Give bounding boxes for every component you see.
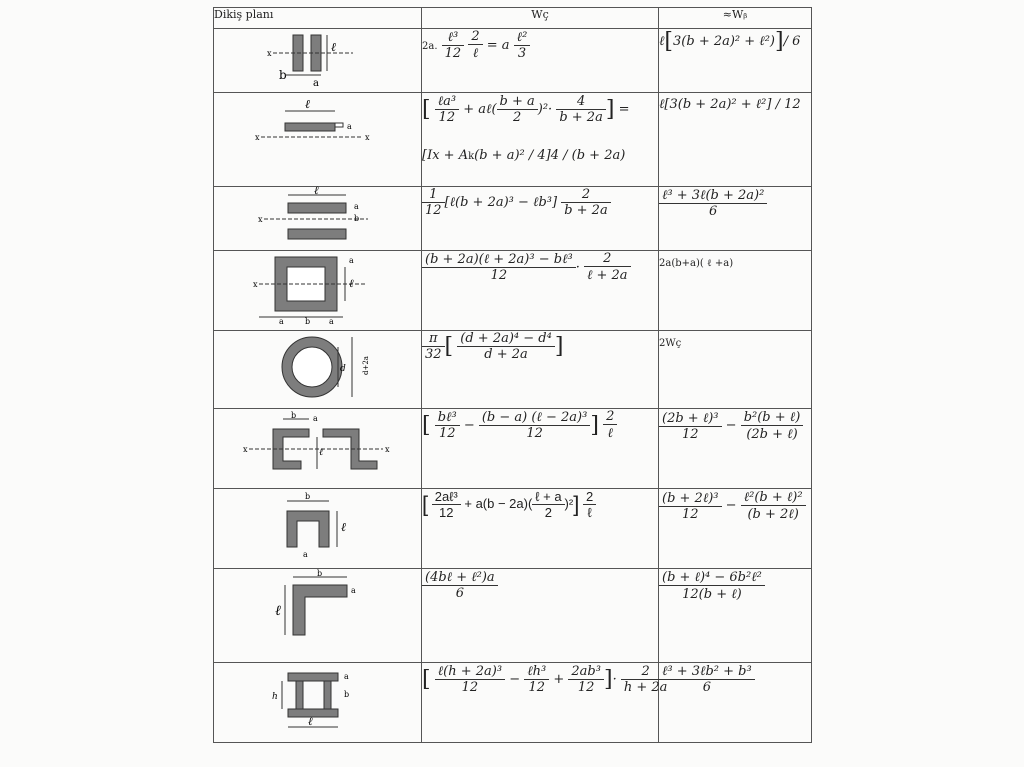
table-row xyxy=(214,663,812,743)
table-row xyxy=(214,489,812,569)
dim-h-label: h xyxy=(271,692,278,702)
dim-b-label: b xyxy=(278,68,287,82)
svg-text:a: a xyxy=(350,586,356,595)
svg-text:a: a xyxy=(278,317,284,326)
svg-text:a: a xyxy=(353,202,359,211)
weld-figure-9 xyxy=(214,663,422,743)
header-weld-plan: Dikiş planı xyxy=(214,8,422,29)
table-row xyxy=(214,93,812,187)
dim-d-label: d xyxy=(339,364,346,374)
dim-a-label: a xyxy=(312,78,319,89)
formula-wb-9: $\frac{\text{ℓ³ + 3ℓb² + b³}}{6}$ xyxy=(659,663,812,743)
svg-text:a: a xyxy=(312,414,318,423)
table-header-row xyxy=(214,8,812,29)
weld-formula-table xyxy=(213,7,812,743)
formula-wb-5: 2Wç xyxy=(659,331,812,409)
svg-text:x: x xyxy=(252,280,258,289)
table-row xyxy=(214,251,812,331)
formula-we-6: [ $\frac{\text{bℓ³}}{12}$ − $\frac{\text{(b − a) (ℓ − 2a)³}}{12}$ ] $\frac{2}{\text{ℓ}}$ xyxy=(422,409,659,489)
weld-figure-5 xyxy=(214,331,422,409)
weld-figure-6 xyxy=(214,409,422,489)
svg-text:ℓ: ℓ xyxy=(274,603,281,619)
formula-we-3: $\frac{1}{12}$ [ℓ(b + 2a)³ − ℓb³] $\frac{2}{b + 2a}$ xyxy=(422,187,659,251)
formula-wb-4: 2a(b+a)( ℓ +a) xyxy=(659,251,812,331)
dim-l-label: ℓ xyxy=(330,40,336,54)
svg-text:ℓ: ℓ xyxy=(348,277,354,290)
svg-text:a: a xyxy=(346,122,352,131)
formula-wb-7: $\frac{\text{(b + 2ℓ)³}}{12}$ − $\frac{\text{ℓ²(b + ℓ)²}}{\text{(b + 2ℓ)}}$ xyxy=(659,489,812,569)
formula-we-1: 2a. $\frac{\text{ℓ³}}{12}$ $\frac{2}{\text{ℓ}}$ = a $\frac{\text{ℓ²}}{3}$ xyxy=(422,29,659,93)
svg-text:x: x xyxy=(242,445,248,454)
svg-text:a: a xyxy=(348,256,354,265)
table-row xyxy=(214,331,812,409)
header-wb: ≈Wᵦ xyxy=(659,8,812,29)
formula-we-9: [ $\frac{\text{ℓ(h + 2a)³}}{12}$ − $\frac{\text{ℓh³}}{12}$ + $\frac{\text{2ab³}}{12}$ ]· $\frac{2}{h + 2a}$ xyxy=(422,663,659,743)
svg-text:b: b xyxy=(304,317,310,326)
table-row xyxy=(214,29,812,93)
formula-we-2: [ $\frac{\text{ℓa³}}{12}$ + aℓ( $\frac{b + a}{2}$ )²· $\frac{4}{b + 2a}$ ] = [Ix + Ak(b + a)² / 4]4 / (b + 2a) xyxy=(422,93,659,187)
weld-figure-3 xyxy=(214,184,422,251)
svg-text:ℓ: ℓ xyxy=(307,715,313,728)
formula-we-4: $\frac{\text{(b + 2a)(ℓ + 2a)³ − bℓ³}}{12}$ · $\frac{2}{\text{ℓ + 2a}}$ xyxy=(422,251,659,331)
svg-text:x: x xyxy=(364,133,370,142)
svg-text:ℓ: ℓ xyxy=(340,520,346,534)
formula-we-5: $\frac{\pi}{32}$ [ $\frac{\text{(d + 2a)⁴ − d⁴}}{d + 2a}$ ] xyxy=(422,331,659,409)
svg-text:ℓ: ℓ xyxy=(313,184,319,197)
svg-text:x: x xyxy=(257,215,263,224)
formula-wb-3: $\frac{\text{ℓ³ + 3ℓ(b + 2a)²}}{6}$ xyxy=(659,187,812,251)
formula-we-7: [ $\frac{\text{2aℓ³}}{12}$ + a(b − 2a)( $\frac{\text{ℓ + a}}{2}$ )²] $\frac{2}{\text{ℓ}}$ xyxy=(422,489,659,569)
header-we: Wç xyxy=(422,8,659,29)
weld-figure-8 xyxy=(214,569,422,663)
svg-text:b: b xyxy=(304,492,310,501)
formula-wb-8: $\frac{\text{(b + ℓ)⁴ − 6b²ℓ²}}{\text{12(b + ℓ)}}$ xyxy=(659,569,812,663)
weld-figure-2 xyxy=(214,93,422,187)
svg-text:ℓ: ℓ xyxy=(304,97,310,111)
table-row xyxy=(214,569,812,663)
svg-text:a: a xyxy=(343,672,349,681)
formula-we-8: $\frac{\text{(4bℓ + ℓ²)a}}{6}$ xyxy=(422,569,659,663)
svg-text:x: x xyxy=(254,133,260,142)
dim-d2a-label: d+2a xyxy=(361,356,370,375)
svg-text:a: a xyxy=(302,550,308,559)
axis-x-label: x xyxy=(266,49,272,58)
svg-text:x: x xyxy=(384,445,390,454)
svg-text:b: b xyxy=(316,569,322,578)
formula-wb-6: $\frac{\text{(2b + ℓ)³}}{12}$ − $\frac{\text{b²(b + ℓ)}}{\text{(2b + ℓ)}}$ xyxy=(659,409,812,489)
weld-figure-4 xyxy=(214,251,422,331)
svg-text:b: b xyxy=(353,214,359,223)
formula-wb-2: ℓ[3(b + 2a)² + ℓ²] / 12 xyxy=(659,93,812,187)
svg-text:b: b xyxy=(290,411,296,420)
formula-wb-1: ℓ[3(b + 2a)² + ℓ²)]/ 6 xyxy=(659,29,812,93)
svg-text:a: a xyxy=(328,317,334,326)
table-row xyxy=(214,409,812,489)
weld-figure-7 xyxy=(214,489,422,569)
svg-text:b: b xyxy=(343,690,349,699)
svg-text:ℓ: ℓ xyxy=(318,447,323,458)
table-row xyxy=(214,187,812,251)
weld-figure-1 xyxy=(214,29,422,93)
